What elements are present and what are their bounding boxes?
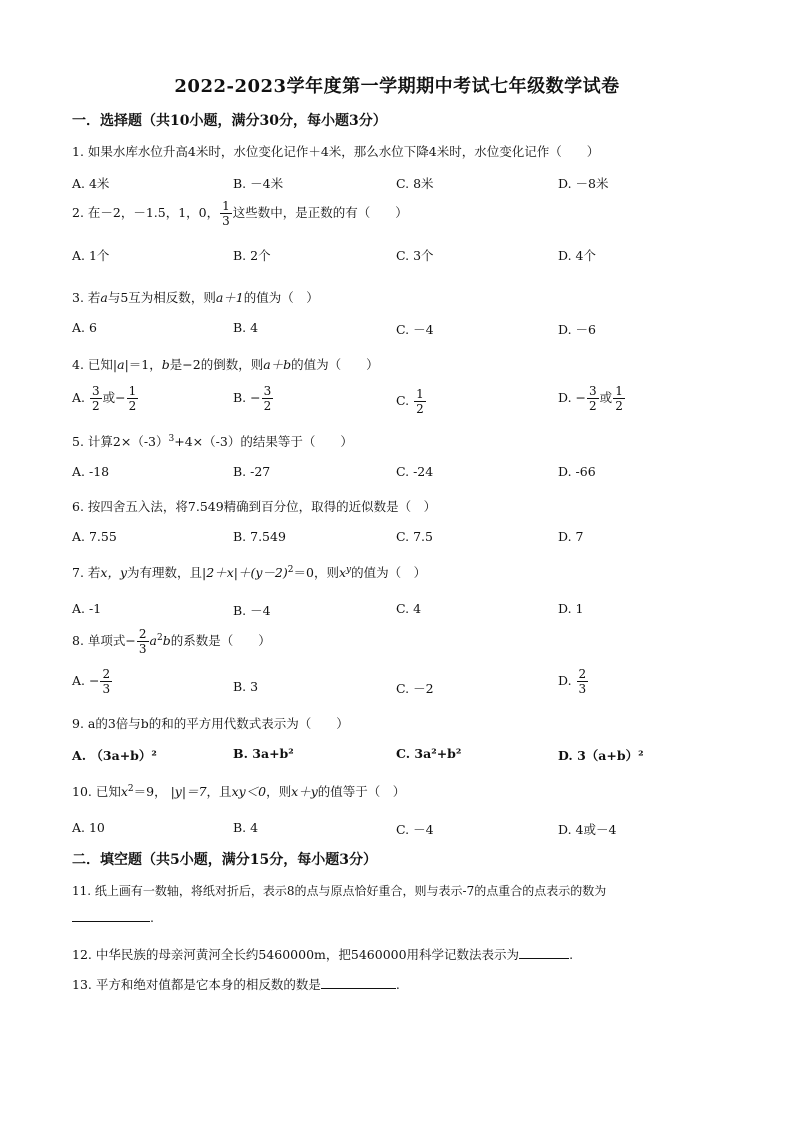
question-4: 4. 已知|a|＝1，b是−2的倒数，则a＋b的值为（ ） [72,357,379,372]
question-13: 13. 平方和绝对值都是它本身的相反数的数是 . [72,977,400,992]
q3-option-c[interactable]: C. －4 [396,322,434,337]
q2-option-a[interactable]: A. 1个 [72,248,110,263]
q4-option-d[interactable]: D. − $\frac{3}{2}$ 或 $\frac{1}{2}$ [558,384,623,413]
answer-blank[interactable] [321,988,396,989]
q3-option-a[interactable]: A. 6 [72,320,97,335]
q9-option-c[interactable]: C. 3a²+b² [396,746,462,761]
page-title: 2022-2023学年度第一学期期中考试七年级数学试卷 [174,76,620,97]
question-6: 6. 按四舍五入法，将7.549精确到百分位，取得的近似数是（ ） [72,499,437,514]
section-2-heading: 二．填空题（共5小题，满分15分，每小题3分） [72,852,377,868]
q10-option-b[interactable]: B. 4 [233,820,259,835]
question-7: 7. 若x，y为有理数，且$|2+x|+(y-2)^2=0$，则$x^y$的值为（ ） [72,564,427,580]
q8-option-c[interactable]: C. －2 [396,681,434,696]
q5-option-b[interactable]: B. -27 [233,464,271,479]
q10-option-d[interactable]: D. 4或－4 [558,822,617,837]
q2-option-b[interactable]: B. 2个 [233,248,271,263]
q10-option-c[interactable]: C. －4 [396,822,434,837]
q4-option-b[interactable]: B. − $\frac{3}{2}$ [233,384,272,413]
q3-option-d[interactable]: D. －6 [558,322,596,337]
q3-option-b[interactable]: B. 4 [233,320,259,335]
q4-option-a[interactable]: A. $\frac{3}{2}$ 或− $\frac{1}{2}$ [72,384,137,413]
q5-option-a[interactable]: A. -18 [72,464,110,479]
q7-option-d[interactable]: D. 1 [558,601,584,616]
q7-option-b[interactable]: B. －4 [233,603,271,618]
question-12: 12. 中华民族的母亲河黄河全长约5460000m，把5460000用科学记数法表示为 . [72,947,574,962]
question-1: 1. 如果水库水位升高4米时，水位变化记作＋4米，那么水位下降4米时，水位变化记作（ ） [72,144,600,159]
q11-answer-line[interactable] [72,910,154,925]
question-10: 10. 已知$x^2=9$， |y|＝7，且xy＜0，则x＋y的值等于（ ） [72,783,406,799]
q8-option-d[interactable]: D. $\frac{2}{3}$ [558,667,587,696]
q6-option-c[interactable]: C. 7.5 [396,529,433,544]
section-1-heading: 一．选择题（共10小题，满分30分，每小题3分） [72,113,387,129]
q8-option-a[interactable]: A. − $\frac{2}{3}$ [72,667,111,696]
q10-option-a[interactable]: A. 10 [72,820,105,835]
q1-option-b[interactable]: B. －4米 [233,176,284,191]
q9-option-b[interactable]: B. 3a+b² [233,746,294,761]
q9-option-a[interactable]: A. （3a+b）² [72,748,157,763]
answer-blank[interactable] [519,958,569,959]
q1-option-c[interactable]: C. 8米 [396,176,434,191]
q7-option-c[interactable]: C. 4 [396,601,422,616]
q1-option-d[interactable]: D. －8米 [558,176,609,191]
q11-period: . [150,910,154,925]
q7-option-a[interactable]: A. -1 [72,601,102,616]
q1-option-a[interactable]: A. 4米 [72,176,110,191]
answer-blank[interactable] [72,921,150,922]
question-3: 3. 若a与5互为相反数，则a＋1的值为（ ） [72,290,319,305]
question-5: 5. 计算$2\times(-3)^3+4\times(-3)$的结果等于（ ） [72,433,353,449]
question-2: 2. 在－2，－1.5，1，0， $\frac{1}{3}$ 这些数中，是正数的有（ ） [72,199,408,228]
q2-option-d[interactable]: D. 4个 [558,248,596,263]
q6-option-b[interactable]: B. 7.549 [233,529,286,544]
q2-option-c[interactable]: C. 3个 [396,248,434,263]
q4-option-c[interactable]: C. $\frac{1}{2}$ [396,387,424,416]
q6-option-d[interactable]: D. 7 [558,529,584,544]
q5-option-d[interactable]: D. -66 [558,464,596,479]
q8-option-b[interactable]: B. 3 [233,679,259,694]
question-9: 9. a的3倍与b的和的平方用代数式表示为（ ） [72,716,349,731]
q9-option-d[interactable]: D. 3（a+b）² [558,748,644,763]
q6-option-a[interactable]: A. 7.55 [72,529,117,544]
question-11: 11. 纸上画有一数轴，将纸对折后，表示8的点与原点恰好重合，则与表示-7的点重合的点表示的数为 [72,884,607,898]
q5-option-c[interactable]: C. -24 [396,464,434,479]
question-8: 8. 单项式− $\frac{2}{3}$ $a^2b$的系数是（ ） [72,627,271,656]
